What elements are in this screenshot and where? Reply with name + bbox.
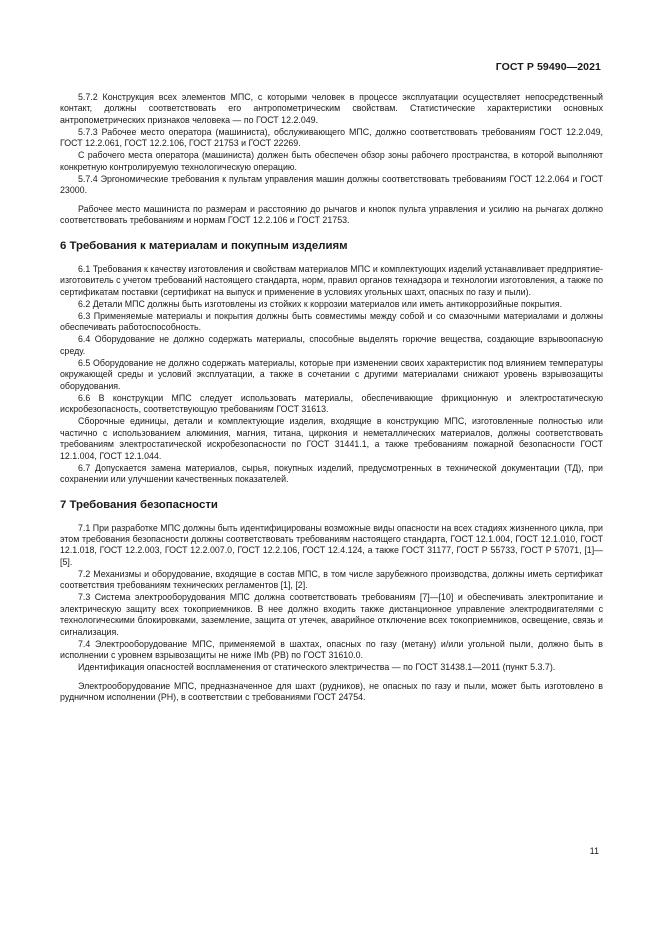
paragraph-5-7-4-cont: Рабочее место машиниста по размерам и расстоянию до рычагов и кнопок пульта управления и усилию на рычагах должно соответствовать требованиям и нормам ГОСТ 12.2.106 и ГОСТ 21753.	[60, 203, 603, 226]
paragraph-7-3: 7.3 Система электрооборудования МПС должна соответствовать требованиям [7]—[10] и обеспечивать электропитание и электрическую защиту всех токоприемников. В нее должно входить также дистанционное управление электродвигателями с технологическими блокировками, заземление, защита от утечек, аварийное отключение всех токоприемников, освещение, связь и сигнализация.	[60, 592, 603, 637]
paragraph-6-1: 6.1 Требования к качеству изготовления и свойствам материалов МПС и комплектующих изделий устанавливает предприятие-изготовитель с учетом требований настоящего стандарта, норм, правил органов технадзора и технологии изготовления, а также по сертификатам поставки (сертификат на выпуск и применение в условиях угольных шахт, опасных по газу и пыли).	[60, 263, 604, 297]
paragraph-6-5: 6.5 Оборудование не должно содержать материалы, которые при изменении своих характеристик под влиянием температуры окружающей среды и условий эксплуатации, а также в сочетании с другими материалами снижают уровень взрывозащиты оборудования.	[60, 357, 603, 391]
paragraph-7-4-last: Электрооборудование МПС, предназначенное для шахт (рудников), не опасных по газу и пыли, может быть изготовлено в рудничном исполнении (РН), в соответствии с требованиями ГОСТ 24754.	[60, 680, 603, 703]
paragraph-6-6-cont: Сборочные единицы, детали и комплектующие изделия, входящие в конструкцию МПС, изготовленные полностью или частично с использованием алюминия, магния, титана, циркония и неметаллических материалов, должны соответствовать требованиям электростатической искробезопасности по ГОСТ 31441.1, а также требованиям пожарной безопасности ГОСТ 12.1.004, ГОСТ 12.1.044.	[60, 416, 603, 461]
paragraph-7-2: 7.2 Механизмы и оборудование, входящие в состав МПС, в том числе зарубежного производства, должны иметь сертификат соответствия требованиям технических регламентов [1], [2].	[60, 568, 603, 591]
paragraph-5-7-2: 5.7.2 Конструкция всех элементов МПС, с которыми человек в процессе эксплуатации осуществляет непосредственный контакт, должны соответствовать его антропометрическим свойствам. Статистические характеристики основных антропометрических признаков человека — по ГОСТ 12.2.049.	[60, 92, 603, 125]
page-content	[60, 92, 603, 704]
paragraph-6-6: 6.6 В конструкции МПС следует использовать материалы, обеспечивающие фрикционную и электростатическую искробезопасность, соответствующую требованиям ГОСТ 31613.	[60, 392, 603, 415]
paragraph-7-1: 7.1 При разработке МПС должны быть идентифицированы возможные виды опасности на всех стадиях жизненного цикла, при этом требования безопасности должны соответствовать требованиям настоящего стандарта, ГОСТ 12.1.004, ГОСТ 12.1.010, ГОСТ 12.1.018, ГОСТ 12.2.003, ГОСТ 12.2.007.0, ГОСТ 12.2.106, ГОСТ 12.4.124, а также ГОСТ 31177, ГОСТ Р 55733, ГОСТ Р 57071, [1]—[5].	[60, 522, 603, 567]
section-7-heading: 7 Требования безопасности	[60, 498, 218, 511]
paragraph-5-7-4: 5.7.4 Эргономические требования к пультам управления машин должны соответствовать требованиям ГОСТ 12.2.064 и ГОСТ 23000.	[60, 173, 603, 196]
section-6-heading: 6 Требования к материалам и покупным изделиям	[60, 239, 348, 252]
paragraph-6-2: 6.2 Детали МПС должны быть изготовлены из стойких к коррозии материалов или иметь антикоррозийные покрытия.	[78, 298, 563, 309]
paragraph-5-7-3: 5.7.3 Рабочее место оператора (машиниста), обслуживающего МПС, должно соответствовать требованиям ГОСТ 12.2.049, ГОСТ 12.2.061, ГОСТ 12.2.106, ГОСТ 21753 и ГОСТ 22269.	[60, 126, 603, 149]
paragraph-7-4: 7.4 Электрооборудование МПС, применяемой в шахтах, опасных по газу (метану) и/или угольной пыли, должно быть в исполнении с уровнем взрывозащиты не ниже IMb (РВ) по ГОСТ 31610.0.	[60, 638, 603, 661]
standard-header: ГОСТ Р 59490—2021	[495, 61, 601, 73]
paragraph-7-4-cont: Идентификация опасностей воспламенения от статического электричества — по ГОСТ 31438.1—2011 (пункт 5.3.7).	[78, 662, 556, 673]
page-number: 11	[589, 846, 599, 856]
paragraph-6-3: 6.3 Применяемые материалы и покрытия должны быть совместимы между собой и со смазочными материалами и должны обеспечивать работоспособность.	[60, 310, 603, 333]
paragraph-6-7: 6.7 Допускается замена материалов, сырья, покупных изделий, предусмотренных в технической документации (ТД), при сохранении или улучшении качественных показателей.	[60, 462, 603, 485]
paragraph-6-4: 6.4 Оборудование не должно содержать материалы, способные выделять горючие вещества, создающие взрывоопасную среду.	[60, 334, 603, 356]
paragraph-5-7-3-cont: С рабочего места оператора (машиниста) должен быть обеспечен обзор зоны рабочего пространства, в которой выполняют конкретную контролируемую технологическую операцию.	[60, 150, 603, 172]
